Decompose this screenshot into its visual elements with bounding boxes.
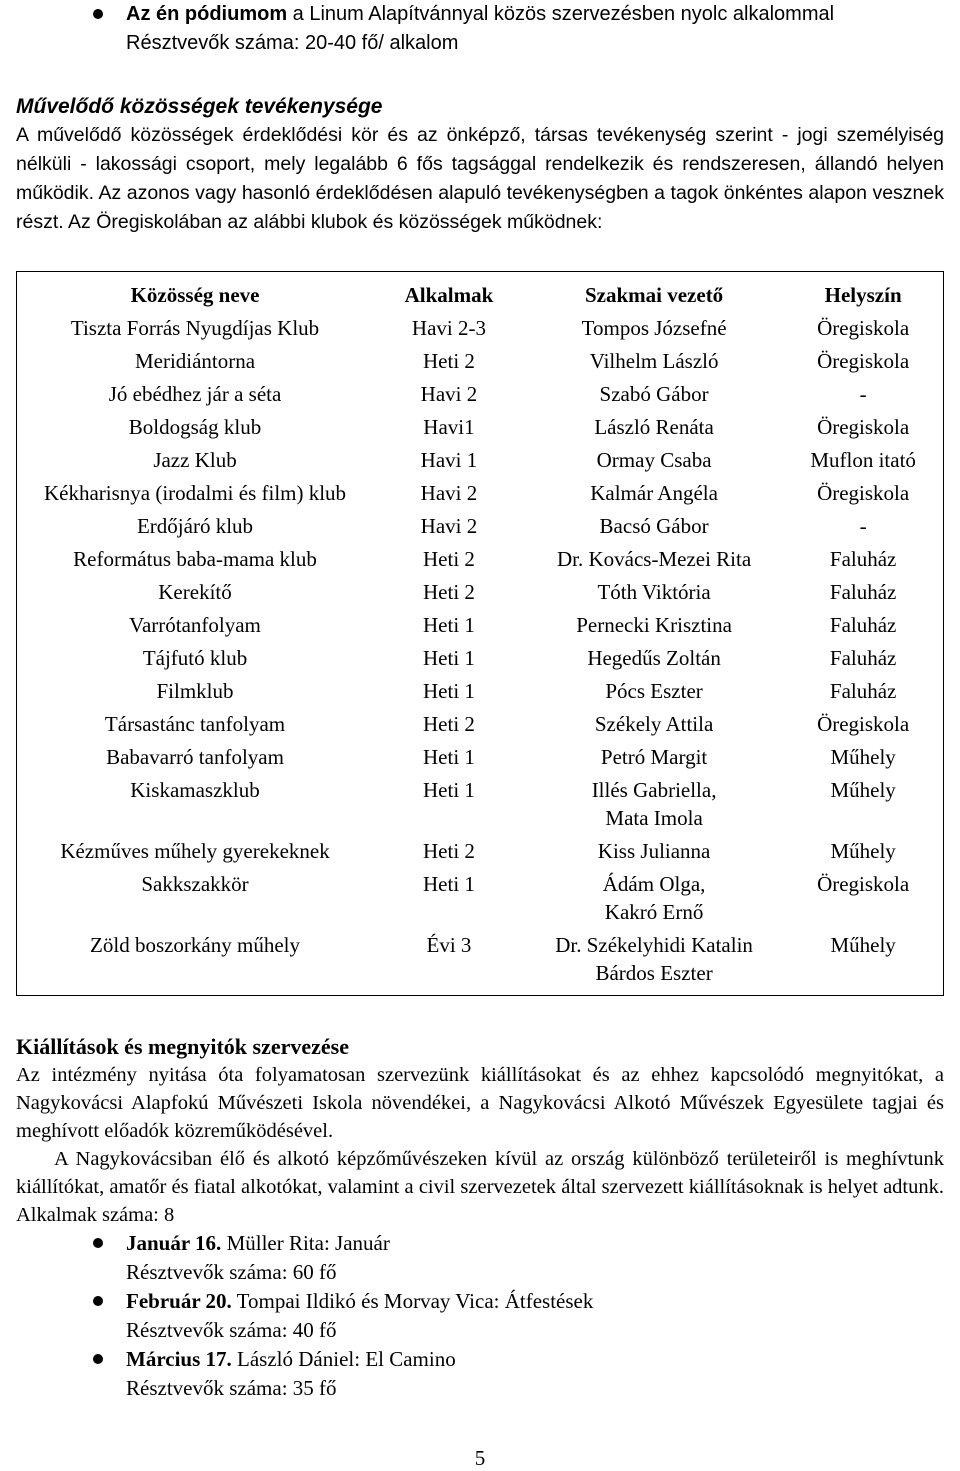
cell-community-name-text: Sakkszakkör — [141, 872, 249, 896]
cell-leader — [525, 708, 783, 741]
cell-location — [783, 477, 943, 510]
cell-frequency — [373, 835, 525, 868]
cell-leader-text: Dr. Székelyhidi Katalin — [555, 933, 753, 957]
cell-leader — [525, 477, 783, 510]
cell-location-text: Faluház — [829, 679, 897, 703]
cell-leader — [525, 543, 783, 576]
table-row — [17, 642, 944, 675]
cell-community-name — [17, 312, 374, 345]
cell-frequency-text: Havi 2 — [420, 514, 478, 538]
page-number: 5 — [474, 1446, 486, 1470]
cell-frequency — [373, 411, 525, 444]
cell-location-text: Öregiskola — [817, 349, 910, 373]
cell-location — [783, 642, 943, 675]
cell-location — [783, 444, 943, 477]
exhibition-item — [16, 1345, 944, 1403]
exhibitions-heading: Kiállítások és megnyitók szervezése — [16, 1034, 349, 1059]
cell-location-text: Műhely — [830, 778, 896, 802]
cell-frequency-text: Havi 2 — [420, 481, 478, 505]
exhibition-participants: Résztvevők száma: 35 fő — [126, 1376, 337, 1400]
cell-frequency — [373, 708, 525, 741]
cell-leader — [525, 642, 783, 675]
cell-leader-text: Ormay Csaba — [596, 448, 712, 472]
cell-frequency — [373, 609, 525, 642]
cell-location-text: Faluház — [829, 613, 897, 637]
table-row — [17, 543, 944, 576]
cell-leader — [525, 675, 783, 708]
table-row — [17, 708, 944, 741]
cell-frequency-text: Havi 1 — [420, 448, 478, 472]
cell-community-name-text: Kerekítő — [158, 580, 232, 604]
exhibitions-para1: Az intézmény nyitása óta folyamatosan szervezünk kiállításokat és az ehhez kapcsolódó megnyitókat, a Nagykovácsi Alapfokú Művészeti Iskola növendékei, a Nagykovácsi Alkotó Művészek Egyesülete tagjai és meghívott előadók közreműködésével. — [16, 1064, 944, 1142]
cell-location — [783, 929, 943, 996]
exhibition-participants: Résztvevők száma: 60 fő — [126, 1260, 337, 1284]
cell-frequency — [373, 929, 525, 996]
cell-community-name — [17, 477, 374, 510]
cell-community-name-text: Tiszta Forrás Nyugdíjas Klub — [70, 316, 320, 340]
cell-community-name — [17, 929, 374, 996]
cell-community-name — [17, 444, 374, 477]
cell-frequency-text: Heti 1 — [423, 872, 475, 896]
cell-leader-text: Székely Attila — [594, 712, 714, 736]
table-row — [17, 477, 944, 510]
table-row — [17, 576, 944, 609]
podium-participants: Résztvevők száma: 20-40 fő/ alkalom — [126, 32, 459, 54]
table-row — [17, 378, 944, 411]
cell-leader-text: Pócs Eszter — [605, 679, 703, 703]
cell-community-name — [17, 741, 374, 774]
cell-community-name — [17, 675, 374, 708]
cell-community-name-text: Kiskamaszklub — [130, 778, 260, 802]
cell-community-name-text: Meridiántorna — [134, 349, 256, 373]
cell-frequency-text: Heti 1 — [423, 613, 475, 637]
cell-leader-text: Vilhelm László — [589, 349, 719, 373]
cell-leader — [525, 609, 783, 642]
cell-leader-text: Dr. Kovács-Mezei Rita — [556, 547, 752, 571]
communities-heading: Művelődő közösségek tevékenysége — [16, 95, 383, 118]
exhibition-participants: Résztvevők száma: 40 fő — [126, 1318, 337, 1342]
cell-community-name-text: Babavarró tanfolyam — [106, 745, 284, 769]
exhibition-date: Február 20. — [126, 1289, 232, 1313]
cell-leader-text: Hegedűs Zoltán — [587, 646, 721, 670]
table-row — [17, 312, 944, 345]
cell-community-name-text: Jó ebédhez jár a séta — [108, 382, 282, 406]
cell-community-name — [17, 642, 374, 675]
table-row — [17, 675, 944, 708]
cell-community-name — [17, 378, 374, 411]
cell-location-text: Műhely — [830, 933, 896, 957]
cell-location-text: Műhely — [830, 839, 896, 863]
cell-location-text: - — [859, 514, 867, 538]
cell-leader-text: Pernecki Krisztina — [576, 613, 732, 637]
cell-frequency — [373, 642, 525, 675]
cell-leader — [525, 741, 783, 774]
cell-frequency — [373, 444, 525, 477]
cell-frequency — [373, 774, 525, 835]
bullet-icon — [93, 1296, 103, 1306]
cell-location — [783, 510, 943, 543]
cell-community-name — [17, 774, 374, 835]
cell-location-text: Faluház — [829, 547, 897, 571]
cell-community-name — [17, 868, 374, 929]
exhibition-title: Tompai Ildikó és Morvay Vica: Átfestések — [231, 1289, 594, 1313]
cell-frequency-text: Heti 2 — [423, 349, 475, 373]
table-row — [17, 609, 944, 642]
exhibition-date: Január 16. — [126, 1231, 222, 1255]
cell-location-text: Öregiskola — [817, 415, 910, 439]
cell-leader-text: Ádám Olga, — [602, 872, 706, 896]
cell-frequency-text: Havi1 — [423, 415, 475, 439]
cell-location-text: Öregiskola — [817, 481, 910, 505]
cell-frequency — [373, 543, 525, 576]
table-row — [17, 741, 944, 774]
cell-location — [783, 708, 943, 741]
cell-location — [783, 576, 943, 609]
cell-leader — [525, 312, 783, 345]
cell-leader — [525, 929, 783, 996]
cell-community-name — [17, 510, 374, 543]
cell-frequency-text: Havi 2 — [420, 382, 478, 406]
exhibitions-list — [16, 1229, 944, 1403]
cell-location — [783, 543, 943, 576]
cell-frequency — [373, 378, 525, 411]
podium-title-bold: Az én pódiumom — [126, 3, 288, 25]
cell-location-text: Muflon itató — [810, 448, 916, 472]
cell-leader — [525, 378, 783, 411]
cell-location-text: Öregiskola — [817, 872, 910, 896]
cell-community-name-text: Jazz Klub — [153, 448, 237, 472]
cell-leader-text: Szabó Gábor — [599, 382, 709, 406]
cell-leader-second-line: Bárdos Eszter — [595, 961, 713, 985]
cell-location — [783, 312, 943, 345]
cell-leader — [525, 444, 783, 477]
cell-frequency-text: Heti 1 — [423, 679, 475, 703]
cell-community-name-text: Kékharisnya (irodalmi és film) klub — [43, 481, 347, 505]
bullet-icon — [93, 1238, 103, 1248]
exhibitions-para2: A Nagykovácsiban élő és alkotó képzőművészeken kívül az ország különböző területeiről is meghívtunk kiállítókat, amatőr és fiatal alkotókat, valamint a civil szervezetek által szervezett kiállításoknak is helyet adtunk. Alkalmak száma: 8 — [16, 1148, 944, 1226]
cell-frequency — [373, 345, 525, 378]
cell-frequency-text: Heti 2 — [423, 580, 475, 604]
cell-frequency-text: Havi 2-3 — [411, 316, 486, 340]
table-row — [17, 444, 944, 477]
cell-leader-text: Petró Margit — [600, 745, 708, 769]
cell-location — [783, 675, 943, 708]
table-row — [17, 411, 944, 444]
header-location: Helyszín — [824, 283, 902, 307]
header-leader: Szakmai vezető — [584, 283, 724, 307]
cell-community-name — [17, 543, 374, 576]
cell-frequency-text: Évi 3 — [426, 933, 472, 957]
table-row — [17, 835, 944, 868]
cell-community-name-text: Társastánc tanfolyam — [104, 712, 286, 736]
cell-leader — [525, 510, 783, 543]
communities-paragraph: A művelődő közösségek érdeklődési kör és az önképző, társas tevékenység szerint - jogi személyiség nélküli - lakossági csoport, mely legalább 6 fős tagsággal rendelkezik és rendszeresen, állandó helyen működik. Az azonos vagy hasonló érdeklődésen alapuló tevékenységben a tagok önkéntes alapon vesznek részt. Az Öregiskolában az alábbi klubok és közösségek működnek: — [16, 124, 944, 233]
exhibition-title: László Dániel: El Camino — [231, 1347, 456, 1371]
cell-location — [783, 609, 943, 642]
cell-leader — [525, 835, 783, 868]
exhibition-date: Március 17. — [126, 1347, 232, 1371]
cell-leader-text: Bacsó Gábor — [599, 514, 709, 538]
cell-location — [783, 741, 943, 774]
cell-frequency — [373, 576, 525, 609]
header-community-name: Közösség neve — [130, 283, 260, 307]
exhibition-item — [16, 1229, 944, 1287]
podium-item — [16, 0, 944, 58]
cell-leader-second-line: Mata Imola — [605, 806, 703, 830]
cell-leader-text: Tóth Viktória — [597, 580, 711, 604]
clubs-table — [16, 271, 944, 996]
cell-location-text: Faluház — [829, 580, 897, 604]
cell-community-name — [17, 411, 374, 444]
cell-frequency — [373, 312, 525, 345]
exhibition-title: Müller Rita: Január — [221, 1231, 390, 1255]
cell-community-name — [17, 609, 374, 642]
cell-location — [783, 345, 943, 378]
cell-leader-text: László Renáta — [594, 415, 714, 439]
table-row — [17, 510, 944, 543]
header-frequency: Alkalmak — [404, 283, 494, 307]
cell-community-name-text: Erdőjáró klub — [136, 514, 254, 538]
cell-community-name-text: Zöld boszorkány műhely — [90, 933, 300, 957]
table-header-row — [17, 272, 944, 313]
cell-community-name-text: Filmklub — [156, 679, 234, 703]
cell-frequency-text: Heti 1 — [423, 646, 475, 670]
cell-location — [783, 774, 943, 835]
cell-frequency — [373, 510, 525, 543]
cell-frequency-text: Heti 2 — [423, 839, 475, 863]
cell-community-name-text: Tájfutó klub — [142, 646, 248, 670]
cell-community-name — [17, 576, 374, 609]
cell-community-name-text: Kézműves műhely gyerekeknek — [60, 839, 330, 863]
cell-frequency-text: Heti 1 — [423, 745, 475, 769]
cell-location-text: Műhely — [830, 745, 896, 769]
cell-frequency-text: Heti 2 — [423, 547, 475, 571]
cell-community-name — [17, 708, 374, 741]
cell-location — [783, 868, 943, 929]
cell-location — [783, 378, 943, 411]
cell-location-text: Öregiskola — [817, 316, 910, 340]
cell-community-name-text: Boldogság klub — [128, 415, 262, 439]
cell-location — [783, 411, 943, 444]
cell-leader-text: Kiss Julianna — [597, 839, 711, 863]
cell-frequency — [373, 868, 525, 929]
cell-leader-text: Tompos Józsefné — [581, 316, 727, 340]
cell-location-text: Öregiskola — [817, 712, 910, 736]
cell-frequency-text: Heti 1 — [423, 778, 475, 802]
table-row — [17, 774, 944, 835]
cell-leader — [525, 411, 783, 444]
cell-community-name — [17, 835, 374, 868]
cell-leader-text: Illés Gabriella, — [591, 778, 717, 802]
cell-leader — [525, 868, 783, 929]
cell-community-name-text: Varrótanfolyam — [129, 613, 261, 637]
table-row — [17, 929, 944, 996]
table-row — [17, 345, 944, 378]
cell-leader — [525, 774, 783, 835]
cell-leader-second-line: Kakró Ernő — [604, 900, 704, 924]
cell-location — [783, 835, 943, 868]
cell-leader-text: Kalmár Angéla — [590, 481, 718, 505]
podium-title-rest: a Linum Alapítvánnyal közös szervezésben nyolc alkalommal — [287, 3, 835, 25]
cell-frequency — [373, 675, 525, 708]
cell-community-name — [17, 345, 374, 378]
cell-leader — [525, 576, 783, 609]
cell-location-text: Faluház — [829, 646, 897, 670]
bullet-icon — [93, 9, 103, 19]
cell-frequency — [373, 477, 525, 510]
table-row — [17, 868, 944, 929]
cell-leader — [525, 345, 783, 378]
cell-frequency — [373, 741, 525, 774]
cell-community-name-text: Református baba-mama klub — [73, 547, 317, 571]
cell-location-text: - — [859, 382, 867, 406]
exhibition-item — [16, 1287, 944, 1345]
cell-frequency-text: Heti 2 — [423, 712, 475, 736]
bullet-icon — [93, 1354, 103, 1364]
